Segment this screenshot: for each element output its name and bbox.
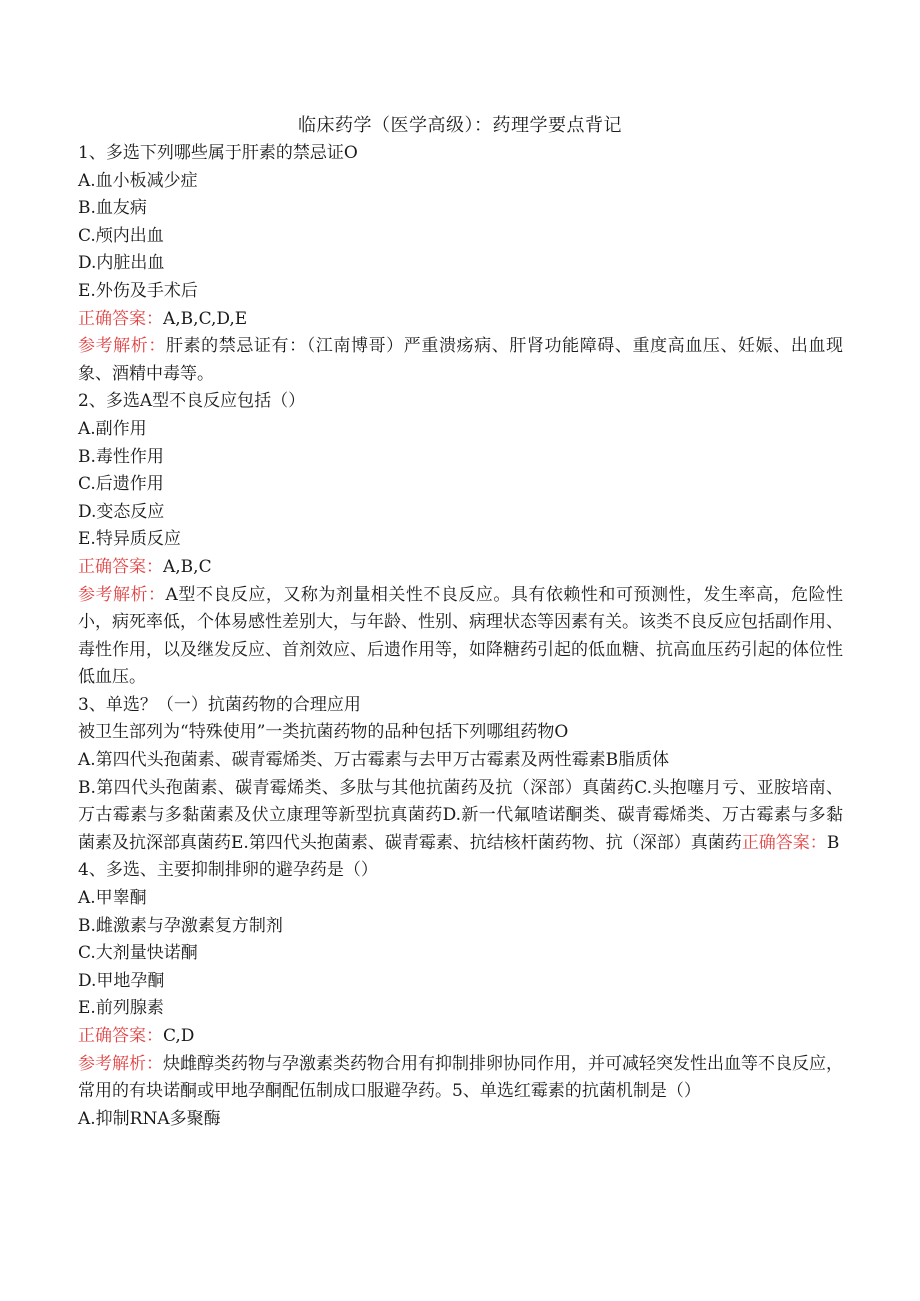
question-4-option-a: A.甲睾酮 bbox=[78, 888, 147, 909]
question-4-analysis bbox=[78, 1051, 843, 1106]
answer-value: B bbox=[826, 832, 840, 853]
answer-label: 正确答案： bbox=[741, 832, 827, 853]
page-title: 临床药学（医学高级）：药理学要点背记 bbox=[298, 115, 622, 136]
answer-value: A,B,C bbox=[163, 556, 212, 577]
question-5-option-a: A.抑制RNA多聚酶 bbox=[78, 1108, 221, 1129]
analysis-text: A型不良反应，又称为剂量相关性不良反应。具有依赖性和可预测性，发生率高，危险性小，病死率低，个体易感性差别大，与年龄、性别、病理状态等因素有关。该类不良反应包括副作用、毒性作用，以及继发反应、首剂效应、后遗作用等，如降糖药引起的低血糖、抗高血压药引起的体位性低血压。 bbox=[78, 584, 843, 688]
question-4-option-e: E.前列腺素 bbox=[78, 998, 164, 1019]
question-2-option-d: D.变态反应 bbox=[78, 501, 165, 522]
answer-value: A,B,C,D,E bbox=[163, 308, 248, 329]
question-1-option-d: D.内脏出血 bbox=[78, 253, 165, 274]
question-4-option-b: B.雌激素与孕激素复方制剂 bbox=[78, 915, 283, 936]
question-2-answer bbox=[78, 554, 843, 582]
question-2-stem: 2、多选A型不良反应包括（） bbox=[78, 391, 306, 412]
question-2-option-b: B.毒性作用 bbox=[78, 446, 164, 467]
question-2-analysis bbox=[78, 582, 843, 692]
question-4-option-d: D.甲地孕酮 bbox=[78, 970, 165, 991]
analysis-label: 参考解析： bbox=[78, 584, 166, 605]
question-3-option-a: A.第四代头孢菌素、碳青霉烯类、万古霉素与去甲万古霉素及两性霉素B脂质体 bbox=[78, 750, 670, 771]
question-3-stem: 3、单选？（一）抗菌药物的合理应用 bbox=[78, 694, 361, 715]
document-body bbox=[78, 140, 843, 1133]
question-1-option-b: B.血友病 bbox=[78, 198, 147, 219]
question-1-analysis bbox=[78, 333, 843, 388]
options-text: B.第四代头孢菌素、碳青霉烯类、多肽与其他抗菌药及抗（深部）真菌药C.头抱噻月亏、亚胺培南、万古霉素与多黏菌素及伏立康理等新型抗真菌药D.新一代氟喳诺酮类、碳青霉烯类、万古霉素与多黏菌素及抗深部真菌药E.第四代头抱菌素、碳青霉素、抗结核杆菌药物、抗（深部）真菌药 bbox=[78, 777, 843, 853]
question-2-option-c: C.后遗作用 bbox=[78, 474, 164, 495]
question-3-options-rest bbox=[78, 775, 843, 858]
question-1-option-e: E.外伤及手术后 bbox=[78, 280, 198, 301]
analysis-label: 参考解析： bbox=[78, 336, 166, 357]
analysis-label: 参考解析： bbox=[78, 1053, 163, 1074]
question-3-prompt: 被卫生部列为“特殊使用”一类抗菌药物的品种包括下列哪组药物O bbox=[78, 722, 569, 743]
question-2-option-e: E.特异质反应 bbox=[78, 529, 181, 550]
question-1-option-a: A.血小板减少症 bbox=[78, 170, 198, 191]
question-1-option-c: C.颅内出血 bbox=[78, 225, 164, 246]
question-4-stem: 4、多选、主要抑制排卵的避孕药是（） bbox=[78, 860, 378, 881]
answer-value: C,D bbox=[163, 1026, 195, 1046]
question-1-stem: 1、多选下列哪些属于肝素的禁忌证O bbox=[78, 143, 358, 163]
answer-label: 正确答案： bbox=[78, 308, 163, 329]
question-4-answer bbox=[78, 1023, 843, 1051]
question-4-option-c: C.大剂量快诺酮 bbox=[78, 943, 198, 964]
answer-label: 正确答案： bbox=[78, 556, 163, 577]
analysis-text: 肝素的禁忌证有：（江南博哥）严重溃疡病、肝肾功能障碍、重度高血压、妊娠、出血现象、酒精中毒等。 bbox=[78, 336, 844, 384]
analysis-text: 炔雌醇类药物与孕激素类药物合用有抑制排卵协同作用，并可减轻突发性出血等不良反应，常用的有块诺酮或甲地孕酮配伍制成口服避孕药。5、单选红霉素的抗菌机制是（） bbox=[78, 1053, 843, 1102]
question-2-option-a: A.副作用 bbox=[78, 418, 147, 439]
answer-label: 正确答案： bbox=[78, 1026, 163, 1046]
question-1-answer bbox=[78, 306, 843, 334]
